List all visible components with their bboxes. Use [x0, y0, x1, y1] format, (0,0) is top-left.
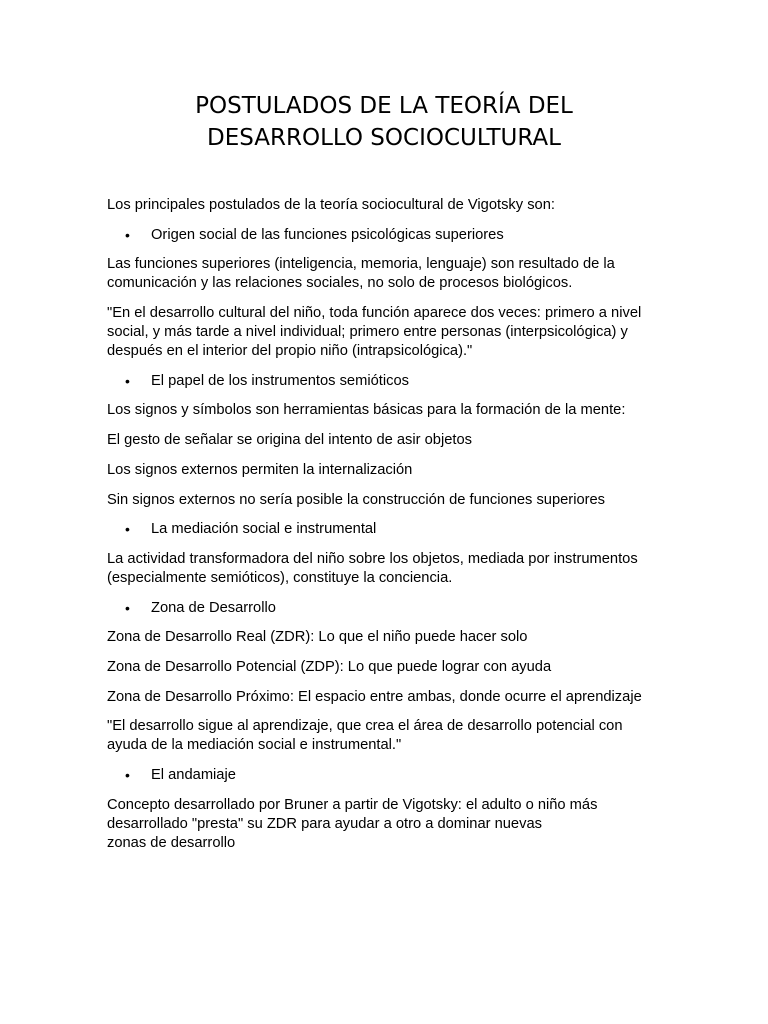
paragraph: Los signos externos permiten la internalización [107, 461, 413, 478]
quote-line: social, y más tarde a nivel individual; primero entre personas (interpsicológica) y [107, 324, 628, 341]
bullet-text: Zona de Desarrollo [151, 599, 276, 616]
paragraph: Zona de Desarrollo Próximo: El espacio entre ambas, donde ocurre el aprendizaje [107, 688, 642, 705]
bullet-text: El andamiaje [151, 767, 236, 783]
bullet-icon: • [125, 521, 130, 538]
paragraph [107, 796, 667, 853]
paragraph [107, 255, 667, 293]
quote-paragraph [107, 304, 667, 361]
quote-line: "En el desarrollo cultural del niño, toda función aparece dos veces: primero a nivel [107, 305, 642, 322]
paragraph-line: zonas de desarrollo [107, 834, 236, 851]
paragraph: Zona de Desarrollo Potencial (ZDP): Lo que puede lograr con ayuda [107, 658, 552, 675]
paragraph: Los signos y símbolos son herramientas básicas para la formación de la mente: [107, 402, 626, 419]
title-line-1: POSTULADOS DE LA TEORÍA DEL [195, 93, 573, 119]
bullet-text: El papel de los instrumentos semióticos [151, 372, 409, 389]
paragraph-line: desarrollado "presta" su ZDR para ayudar a otro a dominar nuevas [107, 815, 542, 832]
document-title [100, 90, 668, 154]
quote-line: ayuda de la mediación social e instrumental." [107, 737, 402, 754]
bullet-icon: • [125, 372, 130, 389]
bullet-item [107, 520, 667, 539]
paragraph-line: Concepto desarrollado por Bruner a partir de Vigotsky: el adulto o niño más [107, 796, 598, 813]
bullet-item [107, 372, 667, 391]
paragraph-line: La actividad transformadora del niño sobre los objetos, mediada por instrumentos [107, 550, 638, 567]
bullet-icon: • [125, 767, 130, 783]
quote-line: "El desarrollo sigue al aprendizaje, que crea el área de desarrollo potencial con [107, 718, 623, 735]
quote-paragraph [107, 717, 667, 755]
document-body [107, 196, 667, 863]
bullet-text: La mediación social e instrumental [151, 521, 377, 538]
title-line-2: DESARROLLO SOCIOCULTURAL [207, 125, 561, 151]
bullet-icon: • [125, 226, 130, 243]
intro-paragraph: Los principales postulados de la teoría sociocultural de Vigotsky son: [107, 197, 555, 213]
bullet-item [107, 766, 667, 785]
paragraph-line: (especialmente semióticos), constituye la conciencia. [107, 569, 453, 586]
bullet-text: Origen social de las funciones psicológicas superiores [151, 226, 504, 243]
paragraph-line: Las funciones superiores (inteligencia, memoria, lenguaje) son resultado de la [107, 256, 615, 273]
paragraph: Sin signos externos no sería posible la construcción de funciones superiores [107, 491, 606, 508]
paragraph: Zona de Desarrollo Real (ZDR): Lo que el niño puede hacer solo [107, 629, 528, 646]
paragraph [107, 550, 667, 588]
bullet-icon: • [125, 599, 130, 616]
paragraph-line: comunicación y las relaciones sociales, no solo de procesos biológicos. [107, 275, 573, 292]
paragraph: El gesto de señalar se origina del intento de asir objetos [107, 432, 472, 449]
bullet-item [107, 599, 667, 618]
quote-line: después en el interior del propio niño (intrapsicológica)." [107, 343, 473, 360]
bullet-item [107, 226, 667, 245]
